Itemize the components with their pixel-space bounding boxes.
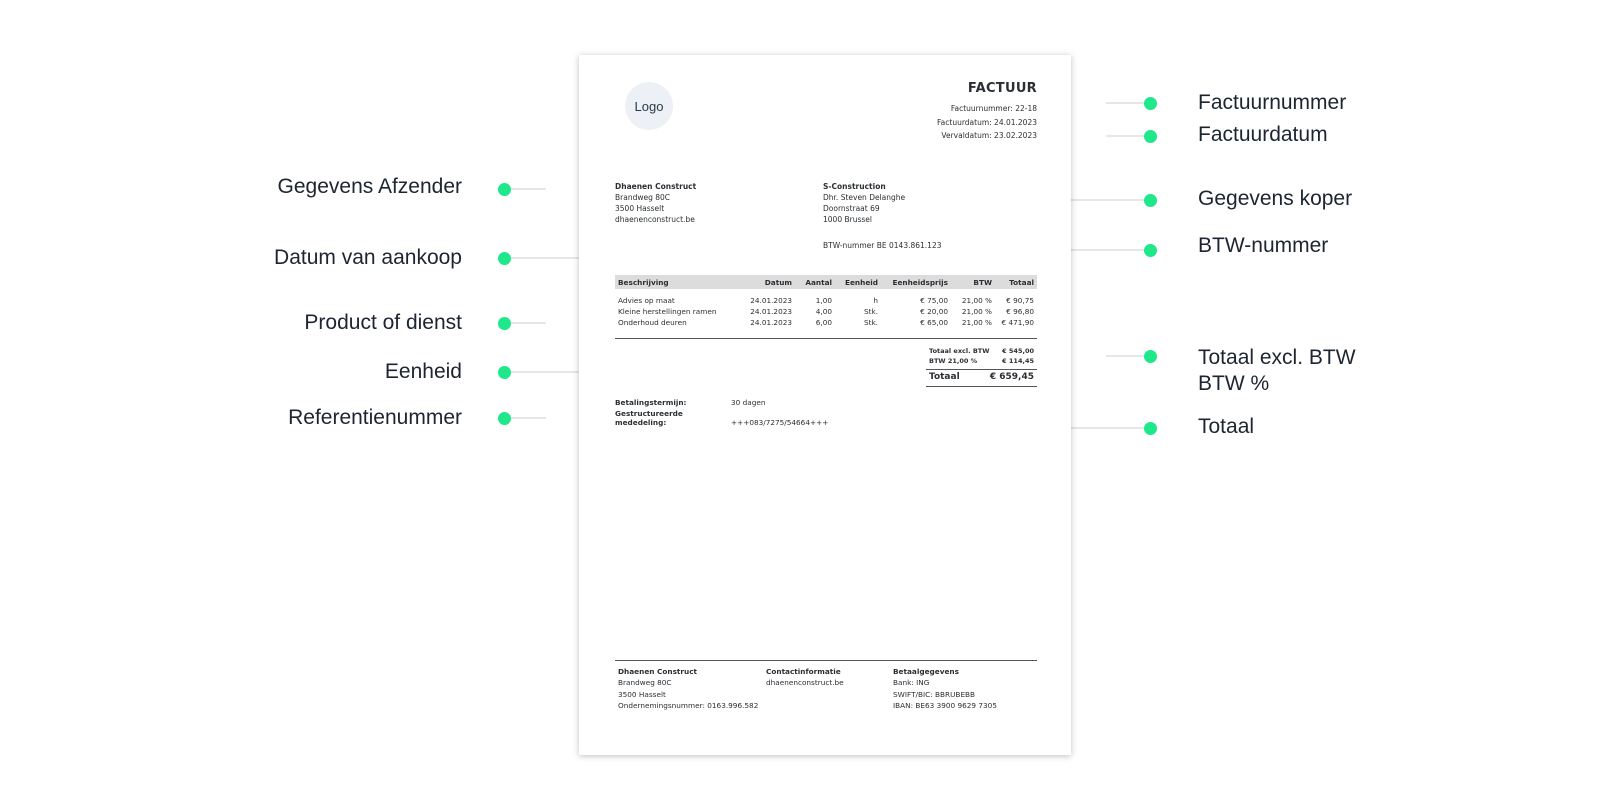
label-eenheid: Eenheid <box>384 360 462 383</box>
invoice-sheet <box>579 55 1071 755</box>
due-date: Vervaldatum: 23.02.2023 <box>941 131 1037 140</box>
label-totaal: Totaal <box>1198 415 1255 438</box>
sender-web: dhaenenconstruct.be <box>615 215 695 224</box>
table-divider <box>615 338 1037 339</box>
footer-bank-name: Bank: ING <box>893 678 930 688</box>
label-product-dienst: Product of dienst <box>304 311 462 334</box>
footer-bank-title: Betaalgegevens <box>893 667 959 676</box>
payment-term-value: 30 dagen <box>731 398 766 407</box>
buyer-name: S-Construction <box>823 182 886 191</box>
marker-dot <box>498 366 511 379</box>
label-totaal-excl-text: Totaal excl. BTW <box>1198 346 1356 369</box>
buyer-city: 1000 Brussel <box>823 215 872 224</box>
col-beschrijving: Beschrijving <box>615 275 739 289</box>
cell: 21,00 % <box>961 307 992 316</box>
cell: 24.01.2023 <box>750 318 792 327</box>
marker-dot <box>1144 244 1157 257</box>
cell: 24.01.2023 <box>750 296 792 305</box>
cell: € 90,75 <box>1006 296 1034 305</box>
marker-dot <box>1144 97 1157 110</box>
marker-dot <box>498 252 511 265</box>
cell: h <box>873 296 878 305</box>
col-btw: BTW <box>951 275 995 289</box>
cell: € 65,00 <box>920 318 948 327</box>
footer-contact <box>766 666 844 689</box>
logo: Logo <box>625 82 673 130</box>
footer-company <box>618 666 758 711</box>
table-row <box>615 289 1037 306</box>
total-label: Totaal <box>929 372 960 382</box>
sender-block <box>615 181 696 225</box>
label-referentienummer: Referentienummer <box>288 406 462 429</box>
invoice-number: Factuurnummer: 22-18 <box>950 104 1037 113</box>
col-aantal: Aantal <box>795 275 835 289</box>
col-totaal: Totaal <box>995 275 1037 289</box>
totals-divider <box>926 369 1037 370</box>
cell: € 20,00 <box>920 307 948 316</box>
col-eenheidsprijs: Eenheidsprijs <box>881 275 951 289</box>
table-row <box>615 317 1037 328</box>
invoice-date: Factuurdatum: 24.01.2023 <box>937 117 1037 127</box>
cell: 21,00 % <box>961 318 992 327</box>
sender-name: Dhaenen Construct <box>615 182 697 191</box>
label-factuurnummer: Factuurnummer <box>1198 91 1347 114</box>
footer-bank-iban: IBAN: BE63 3900 9629 7305 <box>893 700 997 710</box>
footer-company-city: 3500 Hasselt <box>618 689 666 699</box>
label-btw-pct-text: BTW % <box>1198 372 1270 395</box>
cell: Onderhoud deuren <box>618 318 687 327</box>
invoice-meta <box>937 102 1037 143</box>
footer-bank <box>893 666 997 711</box>
label-gegevens-afzender: Gegevens Afzender <box>277 175 462 198</box>
marker-dot <box>498 183 511 196</box>
subtotal-value: € 545,00 <box>1002 347 1034 355</box>
footer-contact-web: dhaenenconstruct.be <box>766 678 844 688</box>
buyer-contact: Dhr. Steven Delanghe <box>823 193 906 202</box>
footer-divider <box>615 660 1037 661</box>
marker-dot <box>498 317 511 330</box>
col-eenheid: Eenheid <box>835 275 881 289</box>
buyer-street: Doornstraat 69 <box>823 204 880 213</box>
marker-dot <box>1144 350 1157 363</box>
footer-contact-title: Contactinformatie <box>766 667 841 676</box>
col-datum: Datum <box>739 275 795 289</box>
payment-reference-value: +++083/7275/54664+++ <box>731 418 829 427</box>
invoice-title: FACTUUR <box>967 81 1037 96</box>
marker-dot <box>498 412 511 425</box>
label-datum-aankoop: Datum van aankoop <box>274 246 462 269</box>
cell: € 75,00 <box>920 296 948 305</box>
cell: 1,00 <box>815 296 832 305</box>
payment-term-label: Betalingstermijn: <box>615 398 687 407</box>
totals-bottom-rule <box>926 386 1037 387</box>
cell: 4,00 <box>815 307 832 316</box>
items-table <box>615 275 1037 328</box>
label-factuurdatum: Factuurdatum <box>1198 123 1328 146</box>
cell: € 96,80 <box>1006 307 1034 316</box>
footer-bank-swift: SWIFT/BIC: BBRUBEBB <box>893 689 976 699</box>
table-header-row <box>615 275 1037 289</box>
marker-dot <box>1144 422 1157 435</box>
cell: 21,00 % <box>961 296 992 305</box>
table-row <box>615 306 1037 317</box>
cell: Stk. <box>863 307 878 316</box>
buyer-block <box>823 181 905 225</box>
sender-street: Brandweg 80C <box>615 193 671 202</box>
btw-number: BTW-nummer BE 0143.861.123 <box>823 241 942 250</box>
cell: 24.01.2023 <box>750 307 792 316</box>
vat-value: € 114,45 <box>1002 357 1034 365</box>
total-value: € 659,45 <box>989 372 1034 382</box>
vat-label: BTW 21,00 % <box>929 357 978 365</box>
label-gegevens-koper: Gegevens koper <box>1198 187 1353 210</box>
cell: Advies op maat <box>618 296 675 305</box>
label-totaal-excl-btw <box>1198 345 1356 397</box>
label-btw-nummer: BTW-nummer <box>1198 234 1329 257</box>
subtotal-label: Totaal excl. BTW <box>929 347 990 355</box>
payment-term <box>615 398 765 407</box>
cell: Kleine herstellingen ramen <box>618 307 717 316</box>
cell: 6,00 <box>815 318 832 327</box>
marker-dot <box>1144 194 1157 207</box>
payment-reference-label: Gestructureerde mededeling: <box>615 409 683 427</box>
cell: € 471,90 <box>1001 318 1034 327</box>
footer-company-reg: Ondernemingsnummer: 0163.996.582 <box>618 700 759 710</box>
footer-company-name: Dhaenen Construct <box>618 667 698 676</box>
footer-company-street: Brandweg 80C <box>618 678 672 688</box>
marker-dot <box>1144 130 1157 143</box>
cell: Stk. <box>863 318 878 327</box>
payment-reference <box>615 409 828 427</box>
sender-city: 3500 Hasselt <box>615 204 665 213</box>
